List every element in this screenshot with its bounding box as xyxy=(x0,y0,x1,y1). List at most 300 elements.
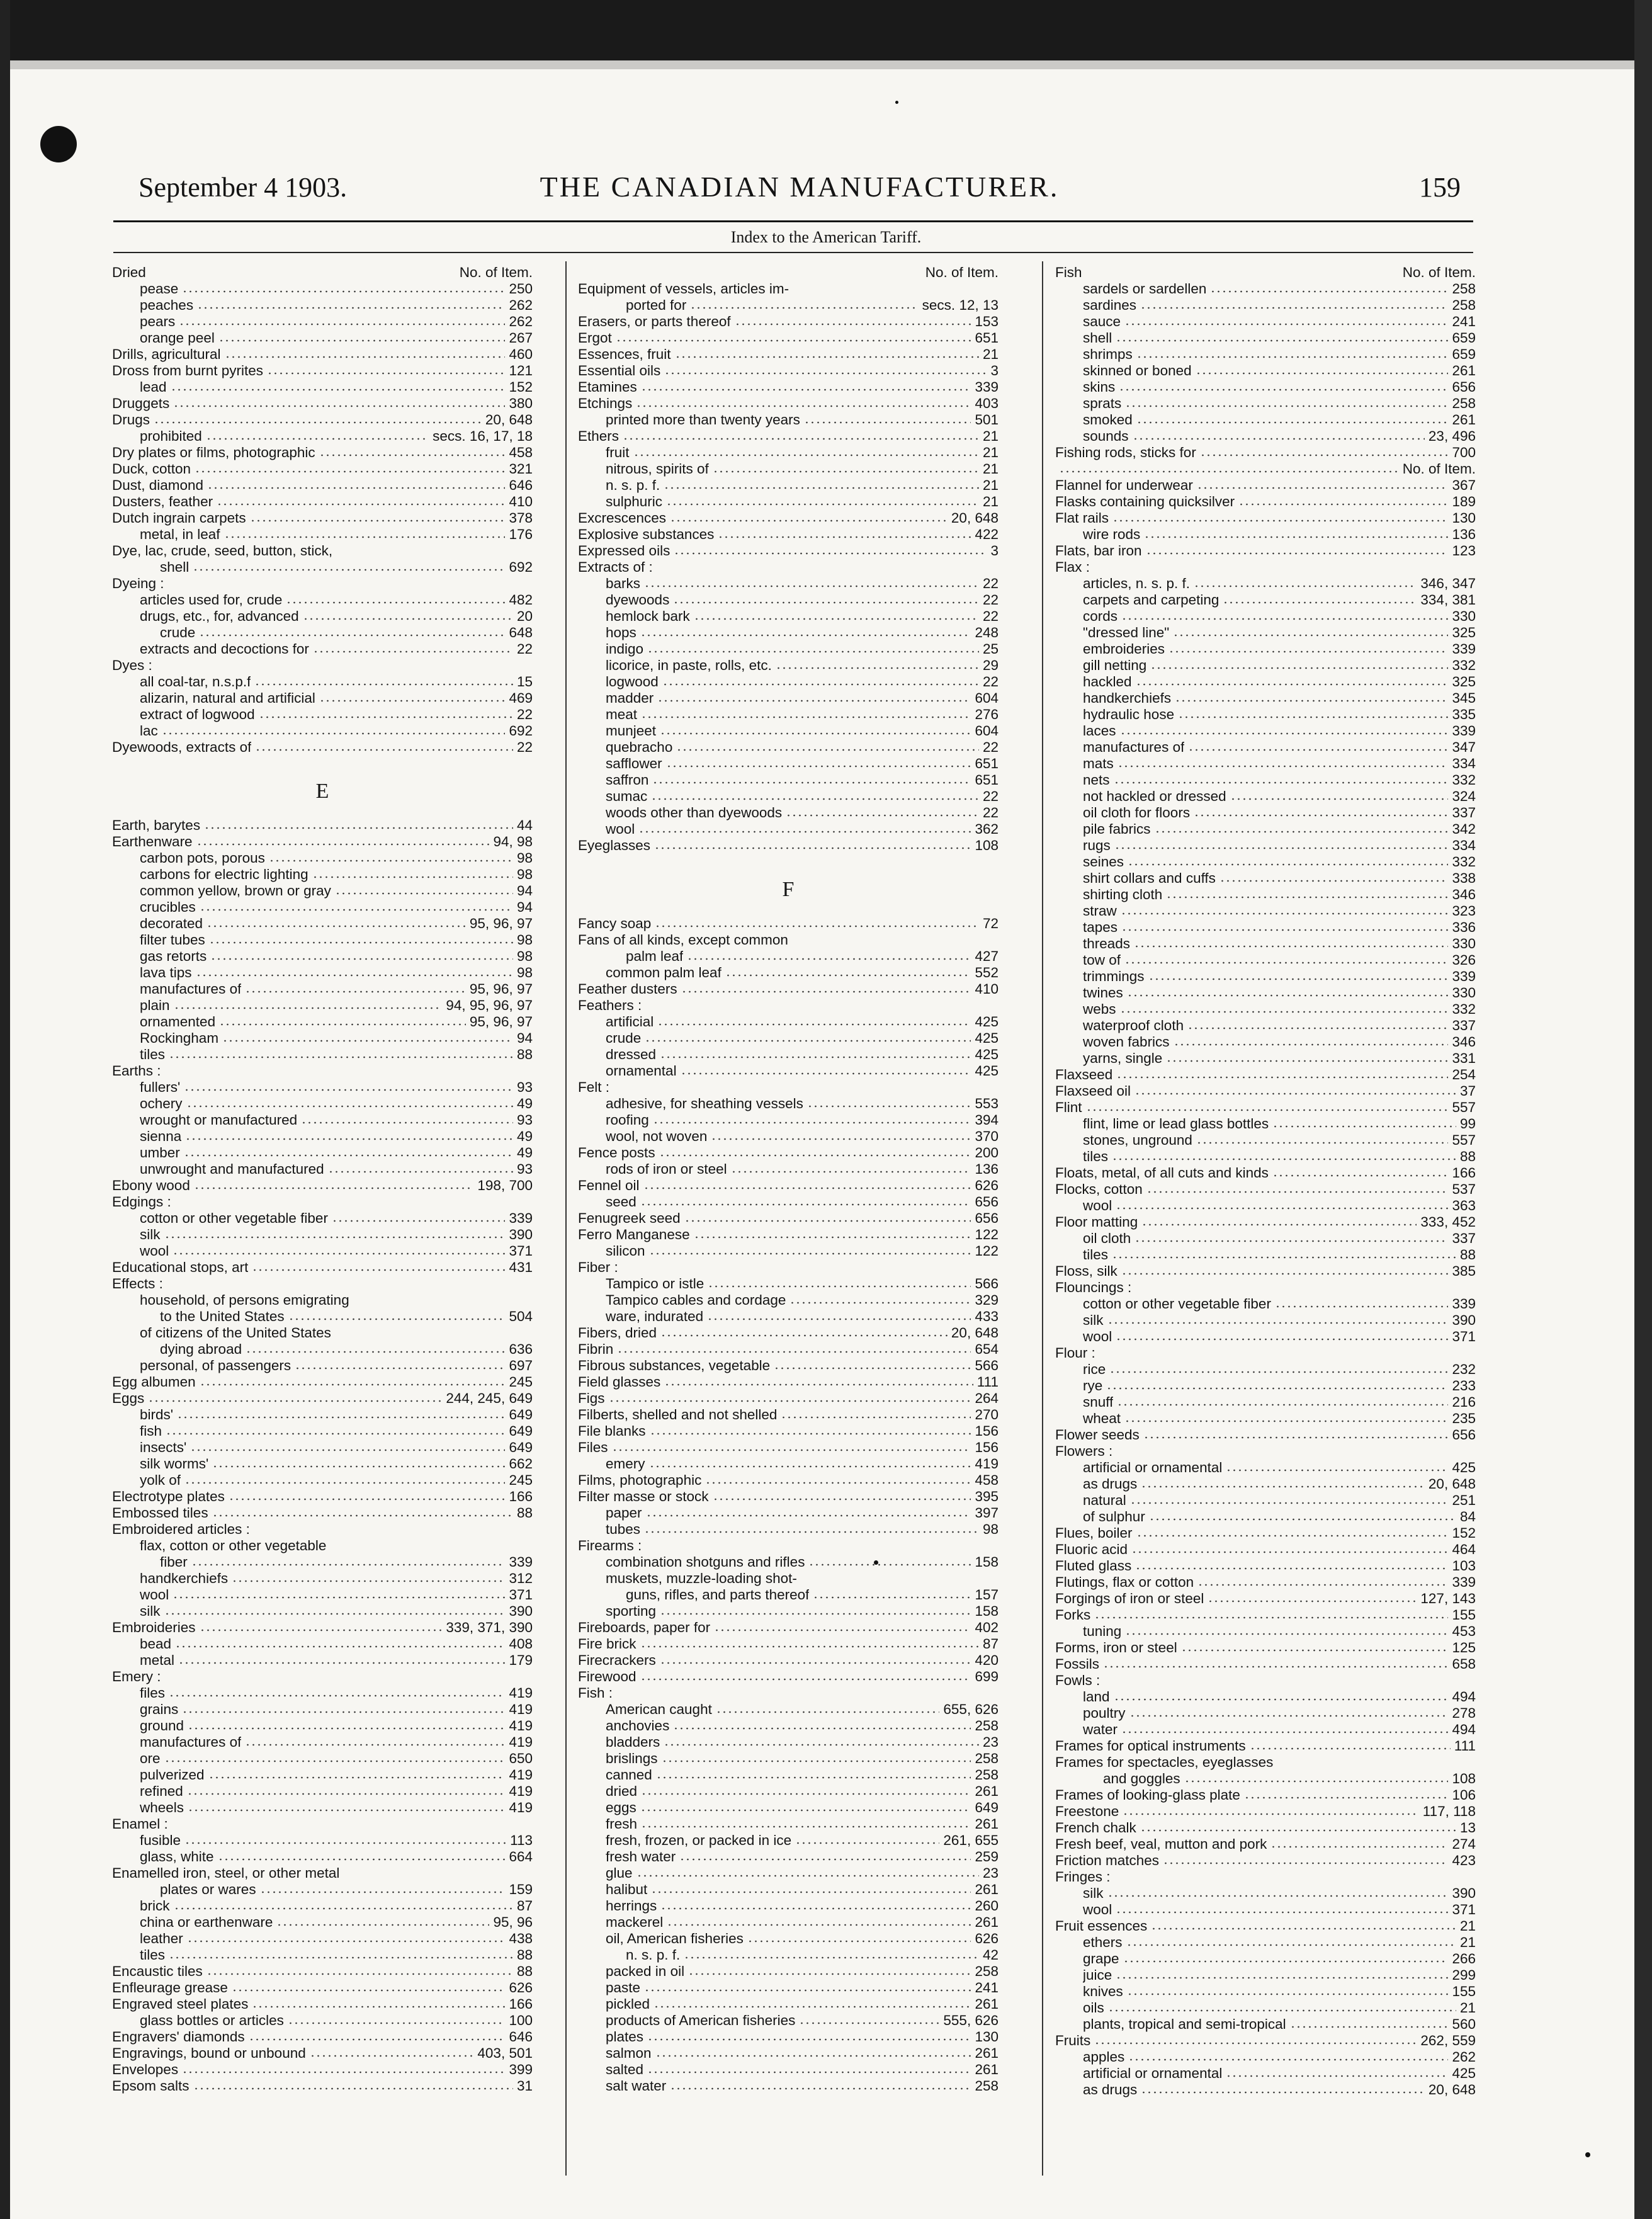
dot-leader xyxy=(1146,1191,1449,1193)
index-entry xyxy=(578,1620,999,1636)
dot-leader xyxy=(310,2055,474,2057)
dot-leader xyxy=(190,1449,505,1451)
index-entry xyxy=(112,1554,533,1570)
dot-leader xyxy=(269,860,513,862)
entry-term: sounds xyxy=(1083,428,1129,444)
index-entry xyxy=(112,1881,533,1898)
index-entry xyxy=(112,1210,533,1227)
dot-leader xyxy=(204,827,513,829)
index-entry xyxy=(578,2045,999,2062)
dot-leader xyxy=(245,990,466,993)
entry-term: barks xyxy=(606,576,641,591)
dot-leader xyxy=(1143,1436,1449,1439)
dot-leader xyxy=(1116,1076,1448,1079)
entry-term: gas retorts xyxy=(140,948,207,964)
index-entry xyxy=(578,1489,999,1505)
entry-term: Flour : xyxy=(1055,1345,1095,1361)
dot-leader xyxy=(218,1858,506,1861)
entry-term: quebracho xyxy=(606,739,673,755)
entry-item-number: 244, 245, 649 xyxy=(446,1390,533,1406)
column-lead-word: Dried xyxy=(112,264,146,280)
entry-term: sprats xyxy=(1083,395,1122,411)
index-entry xyxy=(578,559,999,576)
entry-item-number: 371 xyxy=(1452,1329,1476,1344)
entry-item-number: 312 xyxy=(509,1570,533,1586)
index-entry xyxy=(1055,739,1476,756)
entry-term: Earths : xyxy=(112,1063,161,1079)
dot-leader xyxy=(644,1989,971,1992)
entry-item-number: 262 xyxy=(509,314,533,329)
dot-leader xyxy=(659,1154,971,1157)
entry-term: artificial or ornamental xyxy=(1083,2065,1223,2081)
dot-leader xyxy=(1136,1535,1449,1537)
entry-item-number: 325 xyxy=(1452,625,1476,640)
entry-term: Erasers, or parts thereof xyxy=(578,314,731,329)
index-entry xyxy=(578,1669,999,1685)
index-entry xyxy=(112,1652,533,1669)
entry-term: decorated xyxy=(140,916,203,931)
dot-leader xyxy=(707,1318,971,1320)
entry-item-number: 431 xyxy=(509,1259,533,1275)
entry-term: Flasks containing quicksilver xyxy=(1055,494,1235,509)
index-entry xyxy=(112,1701,533,1718)
entry-item-number: 152 xyxy=(1452,1525,1476,1541)
index-entry xyxy=(1055,1378,1476,1394)
index-entry xyxy=(1055,985,1476,1001)
index-entry xyxy=(578,1079,999,1096)
dot-leader xyxy=(1148,978,1449,980)
dot-leader xyxy=(799,2022,939,2024)
index-entry xyxy=(578,1341,999,1358)
entry-term: prohibited xyxy=(140,428,202,444)
entry-item-number: 248 xyxy=(975,625,999,640)
entry-term: Earth, barytes xyxy=(112,817,201,833)
entry-term: Firearms : xyxy=(578,1538,642,1553)
dot-leader xyxy=(660,1613,971,1615)
index-entry xyxy=(1055,1525,1476,1541)
dot-leader xyxy=(774,1367,971,1370)
entry-term: Fancy soap xyxy=(578,916,652,931)
index-entry xyxy=(112,1783,533,1800)
dot-leader xyxy=(1124,1420,1448,1422)
dot-leader xyxy=(1121,929,1448,931)
entry-term: Fruits xyxy=(1055,2033,1091,2048)
dot-leader xyxy=(288,1318,506,1320)
dot-leader xyxy=(807,1105,971,1108)
dot-leader xyxy=(225,356,506,358)
entry-term: plants, tropical and semi-tropical xyxy=(1083,2016,1286,2032)
dot-leader xyxy=(1194,585,1417,587)
index-entry xyxy=(1055,1541,1476,1558)
entry-term: flint, lime or lead glass bottles xyxy=(1083,1116,1269,1132)
dot-leader xyxy=(184,1154,513,1157)
dot-leader xyxy=(640,634,971,637)
index-entry xyxy=(112,1259,533,1276)
dot-leader xyxy=(1226,1469,1448,1472)
entry-item-number: 453 xyxy=(1452,1623,1476,1639)
index-entry xyxy=(578,1800,999,1816)
dot-leader xyxy=(636,405,971,407)
entry-term: Dust, diamond xyxy=(112,477,204,493)
entry-term: poultry xyxy=(1083,1705,1126,1721)
dot-leader xyxy=(217,503,505,506)
entry-term: Essential oils xyxy=(578,363,661,378)
index-entry xyxy=(1055,788,1476,805)
dot-leader xyxy=(711,1138,971,1140)
entry-item-number: 84 xyxy=(1459,1509,1476,1524)
entry-item-number: 20, 648 xyxy=(1428,2082,1476,2097)
dot-leader xyxy=(182,1711,505,1713)
index-entry xyxy=(1055,1001,1476,1018)
ink-speck xyxy=(874,1560,878,1565)
entry-item-number: 337 xyxy=(1452,805,1476,820)
entry-item-number: 94, 95, 96, 97 xyxy=(446,997,533,1013)
dot-leader xyxy=(731,1171,971,1173)
entry-term: Fibrin xyxy=(578,1341,614,1357)
entry-item-number: 658 xyxy=(1452,1656,1476,1672)
entry-item-number: 329 xyxy=(975,1292,999,1308)
entry-term: brislings xyxy=(606,1751,658,1766)
entry-item-number: 258 xyxy=(1452,395,1476,411)
dot-leader xyxy=(1175,700,1448,702)
entry-item-number: 95, 96, 97 xyxy=(469,1014,533,1030)
index-entry xyxy=(1055,1312,1476,1329)
entry-term: Equipment of vessels, articles im- xyxy=(578,281,789,297)
index-entry xyxy=(112,641,533,657)
index-entry xyxy=(112,948,533,965)
entry-item-number: 334 xyxy=(1452,756,1476,771)
dot-leader xyxy=(197,307,505,309)
entry-term: Films, photographic xyxy=(578,1472,702,1488)
entry-term: Flower seeds xyxy=(1055,1427,1140,1443)
index-entry xyxy=(112,817,533,834)
index-entry xyxy=(578,1325,999,1341)
dot-leader xyxy=(1112,519,1448,522)
ink-speck xyxy=(895,101,898,104)
index-entry xyxy=(112,1849,533,1865)
dot-leader xyxy=(1094,2042,1417,2045)
entry-term: Engraved steel plates xyxy=(112,1996,249,2012)
dot-leader xyxy=(1116,1911,1448,1914)
index-entry xyxy=(578,1570,999,1587)
entry-item-number: 390 xyxy=(1452,1885,1476,1901)
dot-leader xyxy=(1114,1698,1449,1701)
index-entry xyxy=(578,543,999,559)
entry-item-number: 130 xyxy=(1452,510,1476,526)
dot-leader xyxy=(260,1891,506,1893)
dot-leader xyxy=(196,974,513,977)
entry-term: ground xyxy=(140,1718,184,1734)
entry-item-number: 394 xyxy=(975,1112,999,1128)
dot-leader xyxy=(1116,1338,1448,1341)
entry-item-number: 332 xyxy=(1452,657,1476,673)
entry-term: Floor matting xyxy=(1055,1214,1138,1230)
entry-term: eggs xyxy=(606,1800,636,1815)
dot-leader xyxy=(219,1023,466,1026)
index-entry xyxy=(112,625,533,641)
entry-item-number: 345 xyxy=(1452,690,1476,706)
entry-term: Ebony wood xyxy=(112,1178,190,1193)
entry-term: to the United States xyxy=(160,1308,285,1324)
entry-term: Tampico or istle xyxy=(606,1276,704,1291)
dot-leader xyxy=(1114,781,1449,784)
subtitle-rule xyxy=(113,252,1473,253)
index-entry xyxy=(112,1178,533,1194)
entry-item-number: 251 xyxy=(1452,1492,1476,1508)
entry-term: Eggs xyxy=(112,1390,145,1406)
entry-term: Enamelled iron, steel, or other metal xyxy=(112,1865,340,1881)
index-entry xyxy=(112,1996,533,2012)
index-entry xyxy=(578,625,999,641)
entry-item-number: 98 xyxy=(516,932,533,948)
dot-leader xyxy=(644,1531,979,1533)
entry-term: Ethers xyxy=(578,428,620,444)
index-entry xyxy=(578,1538,999,1554)
entry-term: Enamel : xyxy=(112,1816,168,1832)
dot-leader xyxy=(252,2006,505,2008)
entry-item-number: 402 xyxy=(975,1620,999,1635)
entry-term: woven fabrics xyxy=(1083,1034,1170,1050)
entry-item-number: 390 xyxy=(1452,1312,1476,1328)
index-entry xyxy=(578,1112,999,1128)
entry-item-number: 270 xyxy=(975,1407,999,1422)
entry-item-number: 261 xyxy=(975,1914,999,1930)
index-entry xyxy=(112,1145,533,1161)
index-entry xyxy=(112,1243,533,1259)
entry-item-number: 371 xyxy=(509,1243,533,1259)
index-entry xyxy=(112,1358,533,1374)
index-entry xyxy=(578,1407,999,1423)
index-entry xyxy=(578,445,999,461)
index-entry xyxy=(112,1898,533,1914)
entry-term: artificial or ornamental xyxy=(1083,1460,1223,1475)
dot-leader xyxy=(1223,601,1417,604)
index-entry xyxy=(112,592,533,608)
dot-leader xyxy=(1121,912,1449,915)
entry-item-number: secs. 12, 13 xyxy=(922,297,999,313)
dot-leader xyxy=(178,1662,505,1664)
entry-term: tapes xyxy=(1083,919,1118,935)
dot-leader xyxy=(1116,1977,1448,1979)
entry-item-number: 649 xyxy=(509,1423,533,1439)
entry-item-number: 557 xyxy=(1452,1099,1476,1115)
entry-term: wool xyxy=(1083,1902,1112,1917)
entry-item-number: 330 xyxy=(1452,936,1476,951)
entry-item-number: 334, 381 xyxy=(1420,592,1476,608)
dot-leader xyxy=(193,2087,513,2090)
dot-leader xyxy=(1125,1633,1448,1635)
entry-term: pulverized xyxy=(140,1767,205,1783)
dot-leader xyxy=(641,1825,971,1828)
dot-leader xyxy=(655,925,979,928)
entry-item-number: 20 xyxy=(516,608,533,624)
entry-term: brick xyxy=(140,1898,170,1914)
entry-item-number: 29 xyxy=(982,657,999,673)
entry-item-number: 651 xyxy=(975,772,999,788)
index-entry xyxy=(112,494,533,510)
entry-item-number: 278 xyxy=(1452,1705,1476,1721)
entry-term: unwrought and manufactured xyxy=(140,1161,324,1177)
item-number-header: No. of Item. xyxy=(925,264,999,280)
entry-item-number: 464 xyxy=(1452,1541,1476,1557)
entry-item-number: 3 xyxy=(990,543,999,559)
index-entry xyxy=(112,363,533,379)
entry-item-number: 262 xyxy=(1452,2049,1476,2065)
entry-item-number: 339 xyxy=(1452,1574,1476,1590)
index-entry xyxy=(112,1439,533,1456)
entry-item-number: 22 xyxy=(516,641,533,657)
index-entry xyxy=(1055,1885,1476,1902)
entry-item-number: 347 xyxy=(1452,739,1476,755)
dot-leader xyxy=(1107,1895,1449,1897)
entry-item-number: 88 xyxy=(1459,1149,1476,1164)
entry-item-number: 335 xyxy=(1452,707,1476,722)
entry-term: Envelopes xyxy=(112,2062,179,2077)
index-entry xyxy=(1055,1247,1476,1263)
entry-term: Encaustic tiles xyxy=(112,1963,203,1979)
dot-leader xyxy=(1166,896,1448,899)
index-entry xyxy=(112,883,533,899)
entry-term: smoked xyxy=(1083,412,1133,428)
dot-leader xyxy=(1196,1142,1449,1144)
dot-leader xyxy=(1194,814,1448,817)
scan-right-edge xyxy=(1634,0,1652,2219)
dot-leader xyxy=(200,909,513,911)
dot-leader xyxy=(1163,1862,1448,1864)
dot-leader xyxy=(250,519,506,522)
dot-leader xyxy=(1140,307,1448,309)
dot-leader xyxy=(660,1334,948,1337)
entry-term: natural xyxy=(1083,1492,1126,1508)
entry-item-number: 261 xyxy=(975,1996,999,2012)
index-entry xyxy=(1055,2000,1476,2016)
entry-item-number: 346, 347 xyxy=(1420,576,1476,591)
dot-leader xyxy=(653,1121,971,1124)
entry-item-number: 656 xyxy=(1452,1427,1476,1443)
dot-leader xyxy=(218,339,506,342)
entry-item-number: 258 xyxy=(975,1963,999,1979)
dot-leader xyxy=(781,1416,971,1419)
entry-term: dressed xyxy=(606,1047,657,1062)
index-entry xyxy=(112,1800,533,1816)
index-entry xyxy=(578,1980,999,1996)
index-entry xyxy=(1055,412,1476,428)
dot-leader xyxy=(650,1433,971,1435)
index-entry xyxy=(1055,543,1476,559)
index-entry xyxy=(112,576,533,592)
index-entry xyxy=(112,1832,533,1849)
dot-leader xyxy=(667,1924,971,1926)
entry-item-number: 662 xyxy=(509,1456,533,1472)
index-entry xyxy=(578,1963,999,1980)
entry-item-number: 258 xyxy=(1452,297,1476,313)
entry-item-number: 419 xyxy=(509,1734,533,1750)
column-header xyxy=(112,264,533,281)
entry-term: "dressed line" xyxy=(1083,625,1170,640)
entry-item-number: 216 xyxy=(1452,1394,1476,1410)
entry-item-number: 656 xyxy=(1452,379,1476,395)
dot-leader xyxy=(187,1940,506,1943)
entry-item-number: 94 xyxy=(516,899,533,915)
entry-term: licorice, in paste, rolls, etc. xyxy=(606,657,772,673)
dot-leader xyxy=(708,1285,971,1288)
index-entry xyxy=(1055,1083,1476,1099)
index-entry xyxy=(112,445,533,461)
entry-item-number: 332 xyxy=(1452,854,1476,870)
index-entry xyxy=(578,739,999,756)
index-entry xyxy=(112,1914,533,1931)
index-entry xyxy=(1055,1116,1476,1132)
dot-leader xyxy=(1116,1207,1448,1210)
entry-term: guns, rifles, and parts thereof xyxy=(626,1587,810,1603)
entry-item-number: 95, 96 xyxy=(493,1914,533,1930)
index-entry xyxy=(1055,1591,1476,1607)
index-entry xyxy=(1055,281,1476,297)
entry-item-number: 179 xyxy=(509,1652,533,1668)
dot-leader xyxy=(191,1564,506,1566)
dot-leader xyxy=(206,1973,513,1975)
dot-leader xyxy=(1174,1043,1449,1046)
entry-term: lead xyxy=(140,379,167,395)
entry-term: Floss, silk xyxy=(1055,1263,1117,1279)
entry-item-number: 336 xyxy=(1452,919,1476,935)
index-entry xyxy=(578,916,999,932)
entry-term: tiles xyxy=(140,1047,166,1062)
entry-item-number: 98 xyxy=(516,965,533,980)
entry-item-number: 155 xyxy=(1452,1607,1476,1623)
entry-item-number: 337 xyxy=(1452,1018,1476,1033)
index-entry xyxy=(578,1587,999,1603)
entry-term: china or earthenware xyxy=(140,1914,273,1930)
entry-item-number: 152 xyxy=(509,379,533,395)
index-entry xyxy=(112,1308,533,1325)
entry-item-number: 13 xyxy=(1459,1820,1476,1836)
index-entry xyxy=(578,1734,999,1751)
index-entry xyxy=(578,641,999,657)
entry-item-number: 88 xyxy=(516,1047,533,1062)
dot-leader xyxy=(162,732,506,735)
index-entry xyxy=(1055,1983,1476,2000)
dot-leader xyxy=(616,339,971,342)
entry-item-number: 410 xyxy=(509,494,533,509)
entry-term: Fruit essences xyxy=(1055,1918,1148,1934)
dot-leader xyxy=(1059,470,1399,473)
entry-item-number: 122 xyxy=(975,1227,999,1242)
entry-item-number: 108 xyxy=(975,837,999,853)
entry-term: fresh, frozen, or packed in ice xyxy=(606,1832,792,1848)
entry-term: as drugs xyxy=(1083,2082,1138,2097)
index-entry xyxy=(1055,723,1476,739)
entry-item-number: 88 xyxy=(516,1505,533,1521)
index-entry xyxy=(1055,1492,1476,1509)
dot-leader xyxy=(154,421,482,424)
entry-term: common yellow, brown or gray xyxy=(140,883,331,899)
entry-item-number: 88 xyxy=(516,1963,533,1979)
entry-item-number: 692 xyxy=(509,559,533,575)
index-entry xyxy=(578,1063,999,1079)
index-entry xyxy=(578,1816,999,1832)
entry-term: articles used for, crude xyxy=(140,592,283,608)
entry-term: Forgings of iron or steel xyxy=(1055,1591,1204,1606)
entry-term: Engravings, bound or unbound xyxy=(112,2045,306,2061)
dot-leader xyxy=(684,1956,979,1959)
entry-term: Friction matches xyxy=(1055,1853,1160,1868)
entry-term: dried xyxy=(606,1783,638,1799)
dot-leader xyxy=(173,405,505,407)
entry-term: birds' xyxy=(140,1407,174,1422)
entry-item-number: 20, 648 xyxy=(1428,1476,1476,1492)
entry-item-number: 370 xyxy=(975,1128,999,1144)
